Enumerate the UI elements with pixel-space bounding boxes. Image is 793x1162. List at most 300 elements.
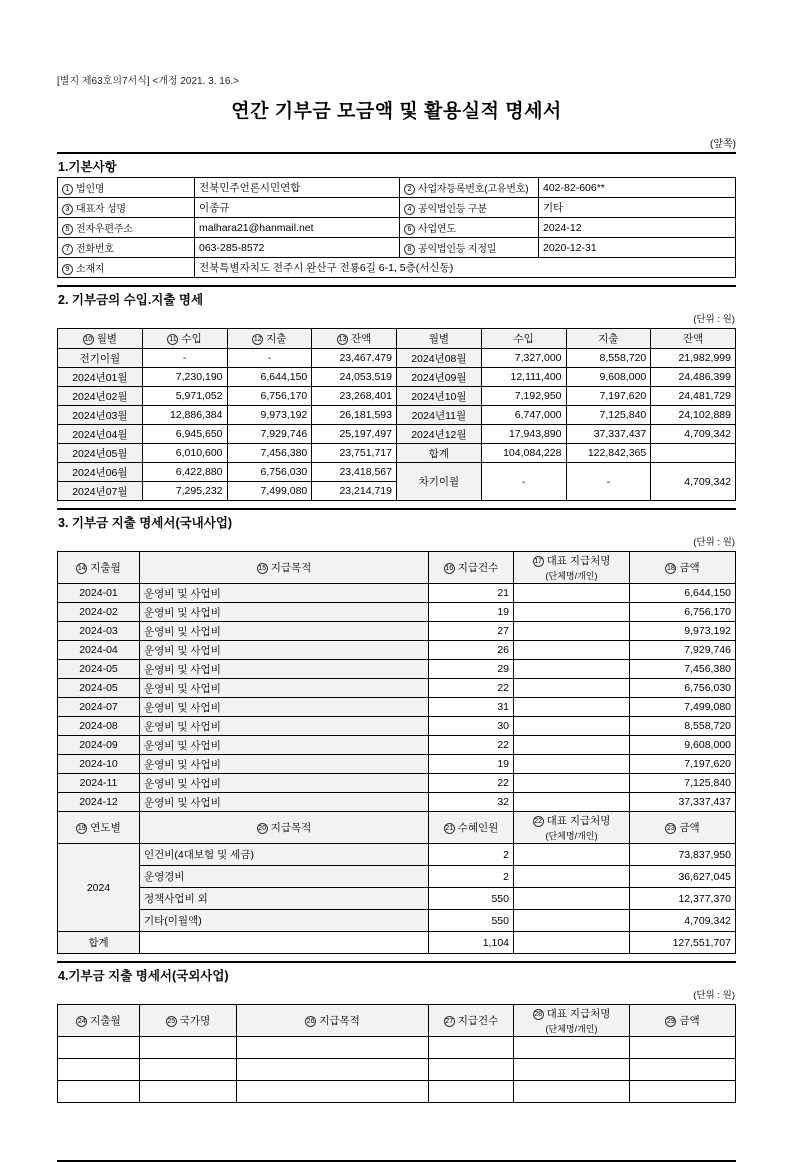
month-cell: 2024년01월 [58, 368, 143, 387]
expense-month-cell: 2024-01 [58, 584, 140, 603]
header-cell-expense-month [58, 552, 140, 584]
circled-number-icon: 5 [62, 224, 73, 235]
page-side-label: (앞쪽) [710, 139, 736, 150]
circled-number-icon: 4 [404, 204, 415, 215]
expense-month-cell: 2024-08 [58, 717, 140, 736]
purpose-cell: 운영비 및 사업비 [140, 736, 429, 755]
table-row [58, 1081, 736, 1103]
amount-cell: 8,558,720 [630, 717, 736, 736]
table-row [58, 660, 736, 679]
amount-cell: 7,456,380 [630, 660, 736, 679]
header-cell-count [429, 552, 514, 584]
domestic-monthly-table [57, 551, 736, 812]
expense-cell: 37,337,437 [566, 425, 651, 444]
header-cell-expense-month [58, 1005, 140, 1037]
circled-number-icon: 8 [404, 244, 415, 255]
field-value-business-year: 2024-12 [539, 218, 736, 238]
count-cell: 19 [429, 603, 514, 622]
expense-cell: - [227, 349, 312, 368]
header-subtext: (단체명/개인) [545, 831, 598, 841]
expense-month-cell: 2024-05 [58, 679, 140, 698]
beneficiaries-cell: 1,104 [429, 932, 514, 954]
amount-cell: 6,756,030 [630, 679, 736, 698]
purpose-cell: 운영비 및 사업비 [140, 603, 429, 622]
field-label-text: 법인명 [76, 184, 105, 195]
balance-cell: 24,486,399 [651, 368, 736, 387]
count-cell: 21 [429, 584, 514, 603]
header-subtext: (단체명/개인) [545, 1024, 598, 1034]
balance-cell: 24,053,519 [312, 368, 397, 387]
purpose-cell: 운영비 및 사업비 [140, 679, 429, 698]
income-cell: 7,295,232 [142, 482, 227, 501]
table-row [58, 622, 736, 641]
amount-cell: 12,377,370 [630, 888, 736, 910]
table-row [58, 774, 736, 793]
amount-cell: 7,125,840 [630, 774, 736, 793]
expense-month-cell: 2024-05 [58, 660, 140, 679]
carryover-label-cell: 차기이월 [397, 463, 482, 501]
amount-cell [630, 1081, 736, 1103]
header-text: 금액 [679, 822, 700, 834]
table-row [58, 387, 736, 406]
purpose-cell: 인건비(4대보험 및 세금) [140, 844, 429, 866]
field-value-business-number: 402-82-606** [539, 178, 736, 198]
field-label-text: 사업연도 [418, 224, 456, 235]
monthly-io-table [57, 328, 736, 501]
month-cell: 2024년09월 [397, 368, 482, 387]
field-value-corp-name: 전북민주언론시민연합 [195, 178, 400, 198]
count-cell [429, 1037, 514, 1059]
balance-cell: 23,268,401 [312, 387, 397, 406]
circled-number-icon: 9 [62, 264, 73, 275]
expense-month-cell: 2024-09 [58, 736, 140, 755]
payee-cell [514, 910, 630, 932]
month-cell: 2024년10월 [397, 387, 482, 406]
circled-number-icon: 1 [62, 184, 73, 195]
field-value-representative: 이종규 [195, 198, 400, 218]
section-heading-inout: 2. 기부금의 수입.지출 명세 [57, 285, 736, 310]
header-cell-beneficiaries [429, 812, 514, 844]
purpose-cell: 운영비 및 사업비 [140, 755, 429, 774]
header-cell-purpose [140, 552, 429, 584]
expense-month-cell: 2024-04 [58, 641, 140, 660]
purpose-cell: 운영비 및 사업비 [140, 641, 429, 660]
table-row [58, 198, 736, 218]
header-text: 지급건수 [457, 562, 499, 574]
field-label-org-type [400, 198, 539, 218]
circled-number-icon: 15 [258, 565, 267, 572]
circled-number-icon: 7 [62, 244, 73, 255]
payee-cell [514, 1037, 630, 1059]
field-label-text: 전화번호 [76, 244, 114, 255]
table-row [58, 717, 736, 736]
field-label-text: 공익법인등 지정일 [418, 244, 497, 255]
expense-month-cell [58, 1037, 140, 1059]
table-row [58, 406, 736, 425]
amount-cell: 7,929,746 [630, 641, 736, 660]
field-label-representative [58, 198, 195, 218]
table-row [58, 679, 736, 698]
payee-cell [514, 736, 630, 755]
basic-info-table [57, 177, 736, 278]
country-cell [140, 1037, 237, 1059]
field-label-designation-date [400, 238, 539, 258]
circled-number-icon: 26 [306, 1018, 315, 1025]
circled-number-icon: 2 [404, 184, 415, 195]
count-cell: 22 [429, 774, 514, 793]
balance-cell: 23,418,567 [312, 463, 397, 482]
expense-month-cell: 2024-11 [58, 774, 140, 793]
header-text: 지출월 [90, 562, 121, 574]
header-cell-payee [514, 552, 630, 584]
payee-cell [514, 793, 630, 812]
payee-cell [514, 603, 630, 622]
purpose-cell [237, 1037, 429, 1059]
circled-number-icon: 27 [445, 1018, 454, 1025]
month-cell: 2024년12월 [397, 425, 482, 444]
table-row [58, 755, 736, 774]
purpose-cell: 정책사업비 외 [140, 888, 429, 910]
expense-cell: 7,499,080 [227, 482, 312, 501]
table-row [58, 866, 736, 888]
balance-cell: 26,181,593 [312, 406, 397, 425]
table-row [58, 844, 736, 866]
payee-cell [514, 844, 630, 866]
table-row [58, 218, 736, 238]
table-header-row [58, 812, 736, 844]
income-cell: 104,084,228 [481, 444, 566, 463]
unit-note: (단위 : 원) [693, 990, 735, 1001]
balance-cell: 25,197,497 [312, 425, 397, 444]
field-value-org-type: 기타 [539, 198, 736, 218]
expense-month-cell [58, 1059, 140, 1081]
amount-cell: 9,608,000 [630, 736, 736, 755]
balance-cell: 4,709,342 [651, 463, 736, 501]
table-row [58, 603, 736, 622]
header-cell-payee [514, 1005, 630, 1037]
form-page [57, 72, 736, 1162]
table-row [58, 368, 736, 387]
purpose-cell: 운영경비 [140, 866, 429, 888]
circled-number-icon: 23 [666, 825, 675, 832]
amount-cell [630, 1037, 736, 1059]
amount-cell: 37,337,437 [630, 793, 736, 812]
section-heading-basic: 1.기본사항 [57, 152, 736, 177]
purpose-cell [237, 1059, 429, 1081]
purpose-cell: 운영비 및 사업비 [140, 622, 429, 641]
expense-cell: 7,197,620 [566, 387, 651, 406]
expense-month-cell: 2024-07 [58, 698, 140, 717]
header-cell-income [142, 329, 227, 349]
beneficiaries-cell: 550 [429, 910, 514, 932]
income-cell: 7,230,190 [142, 368, 227, 387]
circled-number-icon: 6 [404, 224, 415, 235]
unit-note: (단위 : 원) [693, 314, 735, 325]
month-cell: 2024년03월 [58, 406, 143, 425]
header-cell-country [140, 1005, 237, 1037]
header-text: 지급건수 [457, 1015, 499, 1027]
income-cell: - [481, 463, 566, 501]
header-cell-count [429, 1005, 514, 1037]
header-text: 지출 [266, 333, 287, 345]
section-heading-domestic: 3. 기부금 지출 명세서(국내사업) [57, 508, 736, 533]
payee-cell [514, 755, 630, 774]
overseas-table [57, 1004, 736, 1103]
header-cell-purpose [237, 1005, 429, 1037]
field-value-address: 전북특별자치도 전주시 완산구 전룡6길 6-1, 5층(서신동) [195, 258, 736, 278]
income-cell: 7,192,950 [481, 387, 566, 406]
circled-number-icon: 17 [534, 558, 542, 565]
expense-cell: 7,929,746 [227, 425, 312, 444]
page-title: 연간 기부금 모금액 및 활용실적 명세서 [231, 101, 562, 122]
header-text: 대표 지급처명 [546, 815, 611, 827]
amount-cell: 4,709,342 [630, 910, 736, 932]
table-row [58, 238, 736, 258]
payee-cell [514, 1081, 630, 1103]
expense-month-cell: 2024-10 [58, 755, 140, 774]
amount-cell: 73,837,950 [630, 844, 736, 866]
table-row [58, 258, 736, 278]
payee-cell [514, 774, 630, 793]
circled-number-icon: 12 [253, 336, 262, 343]
count-cell: 22 [429, 679, 514, 698]
amount-cell: 7,499,080 [630, 698, 736, 717]
balance-cell: 4,709,342 [651, 425, 736, 444]
income-cell: 6,010,600 [142, 444, 227, 463]
circled-number-icon: 13 [338, 336, 347, 343]
field-label-text: 공익법인등 구분 [418, 204, 487, 215]
header-cell-income: 수입 [481, 329, 566, 349]
balance-cell: 23,467,479 [312, 349, 397, 368]
expense-cell: 7,456,380 [227, 444, 312, 463]
table-row [58, 888, 736, 910]
field-label-text: 전자우편주소 [76, 224, 133, 235]
purpose-cell [237, 1081, 429, 1103]
country-cell [140, 1059, 237, 1081]
purpose-cell: 운영비 및 사업비 [140, 698, 429, 717]
expense-month-cell: 2024-02 [58, 603, 140, 622]
month-cell: 2024년11월 [397, 406, 482, 425]
header-text: 잔액 [350, 333, 372, 345]
payee-cell [514, 932, 630, 954]
expense-cell: - [566, 463, 651, 501]
payee-cell [514, 622, 630, 641]
section-heading-overseas: 4.기부금 지출 명세서(국외사업) [57, 961, 736, 986]
country-cell [140, 1081, 237, 1103]
circled-number-icon: 10 [84, 336, 93, 343]
table-header-row [58, 329, 736, 349]
count-cell [429, 1059, 514, 1081]
expense-month-cell: 2024-12 [58, 793, 140, 812]
header-text: 지급목적 [319, 1015, 360, 1027]
amount-cell: 6,644,150 [630, 584, 736, 603]
amount-cell: 36,627,045 [630, 866, 736, 888]
amount-cell: 9,973,192 [630, 622, 736, 641]
table-header-row [58, 1005, 736, 1037]
circled-number-icon: 19 [77, 825, 86, 832]
table-row [58, 736, 736, 755]
table-row [58, 178, 736, 198]
header-cell-year [58, 812, 140, 844]
income-cell: 6,945,650 [142, 425, 227, 444]
count-cell: 19 [429, 755, 514, 774]
total-label-cell: 합계 [397, 444, 482, 463]
total-label-cell: 합계 [58, 932, 140, 954]
balance-cell: 23,751,717 [312, 444, 397, 463]
balance-cell: 24,481,729 [651, 387, 736, 406]
expense-cell: 7,125,840 [566, 406, 651, 425]
circled-number-icon: 21 [445, 825, 454, 832]
expense-cell: 6,644,150 [227, 368, 312, 387]
count-cell: 31 [429, 698, 514, 717]
income-cell: 12,111,400 [481, 368, 566, 387]
field-value-email: malhara21@hanmail.net [195, 218, 400, 238]
header-text: 대표 지급처명 [546, 555, 611, 567]
month-cell: 2024년08월 [397, 349, 482, 368]
expense-cell: 6,756,170 [227, 387, 312, 406]
purpose-cell: 운영비 및 사업비 [140, 584, 429, 603]
payee-cell [514, 660, 630, 679]
field-label-business-year [400, 218, 539, 238]
field-label-email [58, 218, 195, 238]
payee-cell [514, 717, 630, 736]
count-cell: 26 [429, 641, 514, 660]
income-cell: 7,327,000 [481, 349, 566, 368]
income-cell: 6,422,880 [142, 463, 227, 482]
field-label-address [58, 258, 195, 278]
table-row [58, 584, 736, 603]
field-label-business-number [400, 178, 539, 198]
circled-number-icon: 16 [445, 565, 454, 572]
expense-cell: 6,756,030 [227, 463, 312, 482]
field-label-corp-name [58, 178, 195, 198]
balance-cell [651, 444, 736, 463]
purpose-cell [140, 932, 429, 954]
count-cell: 29 [429, 660, 514, 679]
header-cell-month [58, 329, 143, 349]
amount-cell: 6,756,170 [630, 603, 736, 622]
expense-cell: 9,973,192 [227, 406, 312, 425]
circled-number-icon: 29 [666, 1018, 675, 1025]
header-text: 대표 지급처명 [546, 1008, 611, 1020]
table-row [58, 910, 736, 932]
header-text: 국가명 [179, 1015, 211, 1027]
header-cell-amount [630, 552, 736, 584]
header-cell-amount [630, 812, 736, 844]
count-cell: 22 [429, 736, 514, 755]
header-cell-payee [514, 812, 630, 844]
circled-number-icon: 25 [167, 1018, 176, 1025]
purpose-cell: 기타(이월액) [140, 910, 429, 932]
income-cell: 12,886,384 [142, 406, 227, 425]
purpose-cell: 운영비 및 사업비 [140, 660, 429, 679]
header-text: 금액 [679, 1015, 700, 1027]
income-cell: - [142, 349, 227, 368]
amount-cell: 7,197,620 [630, 755, 736, 774]
payee-cell [514, 641, 630, 660]
field-label-text: 대표자 성명 [76, 204, 126, 215]
balance-cell: 24,102,889 [651, 406, 736, 425]
payee-cell [514, 1059, 630, 1081]
domestic-yearly-table [57, 811, 736, 954]
field-value-phone: 063-285-8572 [195, 238, 400, 258]
table-row [58, 444, 736, 463]
expense-month-cell [58, 1081, 140, 1103]
balance-cell: 21,982,999 [651, 349, 736, 368]
form-reference-note: [별지 제63호의7서식] <개정 2021. 3. 16.> [57, 76, 240, 87]
beneficiaries-cell: 2 [429, 844, 514, 866]
count-cell: 27 [429, 622, 514, 641]
income-cell: 17,943,890 [481, 425, 566, 444]
table-row [58, 1059, 736, 1081]
expense-month-cell: 2024-03 [58, 622, 140, 641]
payee-cell [514, 866, 630, 888]
header-text: 지급목적 [270, 822, 312, 834]
header-cell-purpose [140, 812, 429, 844]
expense-cell: 122,842,365 [566, 444, 651, 463]
year-cell: 2024 [58, 844, 140, 932]
month-cell: 2024년06월 [58, 463, 143, 482]
unit-note: (단위 : 원) [693, 537, 735, 548]
month-cell: 2024년07월 [58, 482, 143, 501]
purpose-cell: 운영비 및 사업비 [140, 774, 429, 793]
header-cell-amount [630, 1005, 736, 1037]
header-cell-month: 월별 [397, 329, 482, 349]
header-cell-expense [227, 329, 312, 349]
beneficiaries-cell: 2 [429, 866, 514, 888]
circled-number-icon: 14 [77, 565, 86, 572]
purpose-cell: 운영비 및 사업비 [140, 717, 429, 736]
header-text: 지출월 [90, 1015, 121, 1027]
table-row [58, 463, 736, 482]
header-cell-expense: 지출 [566, 329, 651, 349]
month-cell: 전기이월 [58, 349, 143, 368]
circled-number-icon: 28 [534, 1011, 542, 1018]
header-cell-balance: 잔액 [651, 329, 736, 349]
circled-number-icon: 24 [77, 1018, 86, 1025]
table-header-row [58, 552, 736, 584]
income-cell: 6,747,000 [481, 406, 566, 425]
expense-cell: 8,558,720 [566, 349, 651, 368]
table-row [58, 793, 736, 812]
header-cell-balance [312, 329, 397, 349]
month-cell: 2024년04월 [58, 425, 143, 444]
count-cell [429, 1081, 514, 1103]
field-label-text: 사업자등록번호(고유번호) [418, 184, 529, 195]
header-text: 금액 [679, 562, 700, 574]
balance-cell: 23,214,719 [312, 482, 397, 501]
circled-number-icon: 3 [62, 204, 73, 215]
circled-number-icon: 18 [666, 565, 675, 572]
header-subtext: (단체명/개인) [545, 571, 598, 581]
table-row [58, 698, 736, 717]
payee-cell [514, 679, 630, 698]
table-row [58, 349, 736, 368]
header-text: 월별 [96, 333, 118, 345]
circled-number-icon: 20 [258, 825, 267, 832]
field-value-designation-date: 2020-12-31 [539, 238, 736, 258]
header-text: 수입 [181, 333, 202, 345]
amount-cell: 127,551,707 [630, 932, 736, 954]
header-text: 수혜인원 [457, 822, 499, 834]
total-row [58, 932, 736, 954]
amount-cell [630, 1059, 736, 1081]
circled-number-icon: 22 [534, 818, 542, 825]
table-row [58, 1037, 736, 1059]
month-cell: 2024년05월 [58, 444, 143, 463]
payee-cell [514, 888, 630, 910]
purpose-cell: 운영비 및 사업비 [140, 793, 429, 812]
